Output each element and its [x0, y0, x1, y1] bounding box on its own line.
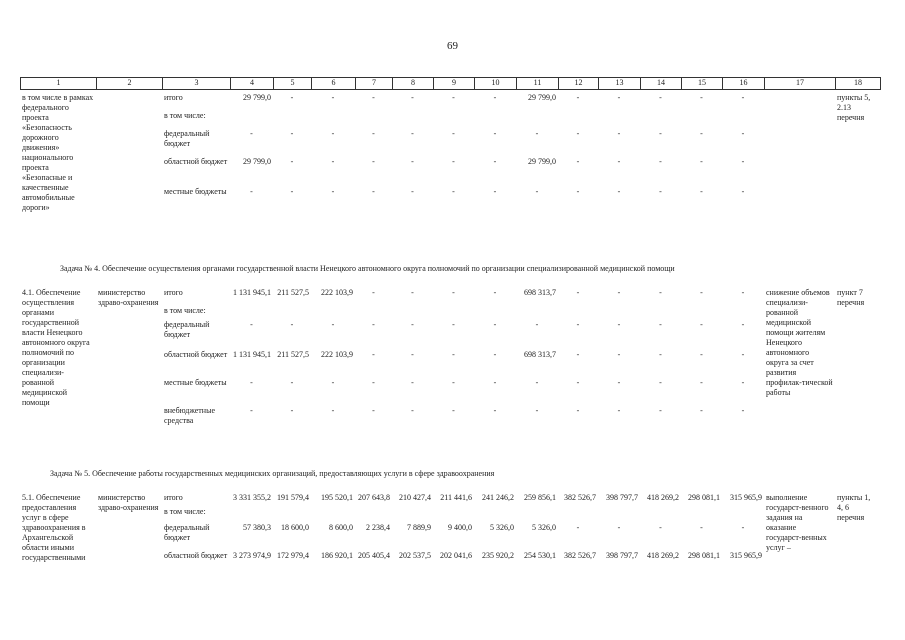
value-cell: 211 527,5	[277, 288, 309, 297]
value-cell: -	[741, 93, 745, 102]
value-cell	[640, 306, 681, 320]
value-cell: -	[617, 187, 621, 196]
value-cell	[516, 111, 558, 129]
value-cell: 57 380,3	[243, 523, 271, 532]
value-cell: 222 103,9	[321, 350, 353, 359]
value-cell	[230, 111, 273, 129]
value-cell	[433, 306, 474, 320]
value-cell: -	[741, 187, 745, 196]
value-cell: 235 920,2	[482, 551, 514, 560]
value-cell: 7 889,9	[407, 523, 431, 532]
funding-source-label: областной бюджет	[164, 350, 228, 359]
value-cell: -	[700, 288, 703, 297]
column-header-17: 17	[765, 78, 836, 90]
list-reference: пункты 1, 4, 6 перечня	[837, 493, 871, 522]
value-cell	[681, 111, 722, 129]
table-row	[20, 493, 880, 507]
value-cell: -	[741, 350, 745, 359]
value-cell: -	[493, 187, 497, 196]
value-cell: -	[576, 187, 580, 196]
value-cell	[273, 111, 311, 129]
value-cell	[392, 306, 433, 320]
column-header-12: 12	[559, 78, 599, 90]
value-cell	[474, 111, 516, 129]
value-cell: -	[452, 350, 455, 359]
funding-source-label: федеральный бюджет	[164, 129, 210, 148]
value-cell: -	[576, 523, 580, 532]
value-cell: -	[452, 406, 455, 415]
value-cell: -	[700, 157, 703, 166]
value-cell: -	[617, 157, 621, 166]
value-cell	[640, 111, 681, 129]
section-task-5-medical-organizations	[20, 493, 880, 581]
value-cell: -	[617, 406, 621, 415]
value-cell: -	[411, 320, 414, 329]
value-cell: -	[576, 129, 580, 138]
value-cell: 186 920,1	[321, 551, 353, 560]
value-cell: -	[659, 320, 662, 329]
value-cell: -	[617, 350, 621, 359]
value-cell: -	[452, 320, 455, 329]
value-cell: -	[493, 93, 497, 102]
value-cell: -	[372, 378, 375, 387]
column-header-8: 8	[393, 78, 434, 90]
value-cell	[392, 111, 433, 129]
value-cell: -	[290, 93, 294, 102]
value-cell	[355, 306, 392, 320]
value-cell	[474, 507, 516, 523]
value-cell: -	[659, 187, 662, 196]
value-cell	[273, 507, 311, 523]
value-cell: -	[372, 93, 375, 102]
value-cell: 398 797,7	[606, 493, 638, 502]
value-cell: -	[452, 157, 455, 166]
value-cell	[230, 507, 273, 523]
value-cell: -	[290, 157, 294, 166]
value-cell: 172 979,4	[277, 551, 309, 560]
value-cell	[598, 306, 640, 320]
value-cell: -	[659, 93, 662, 102]
value-cell: -	[250, 129, 253, 138]
value-cell: -	[372, 187, 375, 196]
value-cell: -	[659, 157, 662, 166]
value-cell: 418 269,2	[647, 551, 679, 560]
column-header-1: 1	[21, 78, 97, 90]
value-cell: -	[250, 378, 253, 387]
value-cell: 5 326,0	[532, 523, 556, 532]
value-cell	[722, 507, 764, 523]
funding-source-label: в том числе:	[164, 306, 206, 315]
value-cell	[273, 306, 311, 320]
value-cell: -	[617, 129, 621, 138]
value-cell: -	[452, 378, 455, 387]
value-cell: 191 579,4	[277, 493, 309, 502]
value-cell: -	[576, 288, 580, 297]
value-cell: -	[331, 406, 335, 415]
funding-source-label: внебюджетные средства	[164, 406, 215, 425]
value-cell: -	[372, 157, 375, 166]
value-cell	[681, 306, 722, 320]
funding-source-label: местные бюджеты	[164, 378, 227, 387]
funding-source-label: в том числе:	[164, 507, 206, 516]
value-cell: -	[250, 406, 253, 415]
value-cell: -	[700, 320, 703, 329]
value-cell: -	[576, 320, 580, 329]
column-header-18: 18	[836, 78, 881, 90]
table-row	[20, 288, 880, 306]
value-cell: -	[452, 93, 455, 102]
value-cell: -	[290, 406, 294, 415]
column-header-9: 9	[434, 78, 475, 90]
funding-source-label: итого	[164, 493, 183, 502]
value-cell: -	[659, 288, 662, 297]
value-cell: -	[331, 129, 335, 138]
value-cell	[355, 507, 392, 523]
value-cell: 29 799,0	[243, 157, 271, 166]
value-cell: -	[372, 129, 375, 138]
value-cell: 202 041,6	[440, 551, 472, 560]
value-cell: -	[617, 320, 621, 329]
value-cell: 698 313,7	[524, 350, 556, 359]
table-row	[20, 93, 880, 111]
value-cell: 5 326,0	[490, 523, 514, 532]
value-cell: -	[250, 187, 253, 196]
item-description: 4.1. Обеспечение осуществления органами государственной власти Ненецкого автономного округа полномочий по организации специализи-рованной медицинской помощи	[22, 288, 90, 407]
funding-source-label: в том числе:	[164, 111, 206, 120]
value-cell: -	[659, 129, 662, 138]
value-cell: -	[535, 406, 539, 415]
value-cell: -	[700, 93, 703, 102]
value-cell: -	[331, 378, 335, 387]
value-cell: 1 131 945,1	[233, 350, 271, 359]
value-cell: -	[452, 187, 455, 196]
value-cell: 315 965,9	[730, 551, 762, 560]
value-cell: -	[411, 406, 414, 415]
value-cell: -	[535, 187, 539, 196]
column-header-10: 10	[475, 78, 517, 90]
value-cell: -	[331, 93, 335, 102]
value-cell	[433, 507, 474, 523]
value-cell: 29 799,0	[243, 93, 271, 102]
value-cell	[311, 306, 355, 320]
value-cell: -	[741, 320, 745, 329]
value-cell	[392, 507, 433, 523]
value-cell: -	[411, 288, 414, 297]
value-cell: -	[331, 187, 335, 196]
item-description: 5.1. Обеспечение предоставления услуг в сфере здравоохранения в Архангельской области иными государственными	[22, 493, 86, 562]
value-cell: -	[617, 288, 621, 297]
value-cell: 3 331 355,2	[233, 493, 271, 502]
value-cell: -	[411, 157, 414, 166]
page-number: 69	[447, 40, 458, 52]
value-cell: -	[617, 378, 621, 387]
value-cell: 205 405,4	[358, 551, 390, 560]
funding-source-label: итого	[164, 93, 183, 102]
value-cell	[516, 306, 558, 320]
value-cell: 298 081,1	[688, 551, 720, 560]
column-header-row	[20, 77, 881, 90]
value-cell: -	[493, 320, 497, 329]
value-cell	[640, 507, 681, 523]
value-cell: -	[576, 406, 580, 415]
value-cell: -	[700, 406, 703, 415]
value-cell: -	[372, 350, 375, 359]
value-cell: -	[411, 350, 414, 359]
value-cell: -	[452, 129, 455, 138]
value-cell: -	[700, 129, 703, 138]
task-5-heading: Задача № 5. Обеспечение работы государственных медицинских организаций, предоставляющих услуги в сфере здравоохранения	[50, 469, 495, 478]
funding-source-label: областной бюджет	[164, 157, 228, 166]
column-header-16: 16	[723, 78, 765, 90]
column-header-4: 4	[231, 78, 274, 90]
value-cell: 195 520,1	[321, 493, 353, 502]
value-cell	[558, 111, 598, 129]
value-cell	[433, 111, 474, 129]
funding-source-label: областной бюджет	[164, 551, 228, 560]
value-cell: -	[741, 378, 745, 387]
value-cell: -	[250, 320, 253, 329]
value-cell: -	[659, 406, 662, 415]
value-cell: 29 799,0	[528, 93, 556, 102]
section-road-safety-project	[20, 93, 880, 237]
value-cell: -	[700, 378, 703, 387]
funding-source-label: федеральный бюджет	[164, 320, 210, 339]
value-cell	[598, 111, 640, 129]
value-cell: -	[741, 129, 745, 138]
list-reference: пункты 5, 2.13 перечня	[837, 93, 871, 122]
value-cell: 259 856,1	[524, 493, 556, 502]
value-cell: 398 797,7	[606, 551, 638, 560]
value-cell: -	[700, 523, 703, 532]
value-cell: 1 131 945,1	[233, 288, 271, 297]
value-cell: -	[290, 378, 294, 387]
value-cell: -	[741, 157, 745, 166]
value-cell: -	[372, 288, 375, 297]
value-cell: 241 246,2	[482, 493, 514, 502]
funding-source-label: федеральный бюджет	[164, 523, 210, 542]
value-cell: -	[576, 350, 580, 359]
value-cell: -	[372, 406, 375, 415]
column-header-13: 13	[599, 78, 641, 90]
column-header-7: 7	[356, 78, 393, 90]
value-cell: -	[617, 93, 621, 102]
section-task-4-specialized-care	[20, 288, 880, 442]
value-cell: -	[741, 406, 745, 415]
value-cell: 2 238,4	[366, 523, 390, 532]
value-cell: -	[493, 129, 497, 138]
column-header-3: 3	[163, 78, 231, 90]
value-cell	[311, 507, 355, 523]
column-header-2: 2	[97, 78, 163, 90]
value-cell	[355, 111, 392, 129]
value-cell	[558, 507, 598, 523]
value-cell: -	[659, 378, 662, 387]
value-cell: 9 400,0	[448, 523, 472, 532]
value-cell	[516, 507, 558, 523]
value-cell: -	[535, 129, 539, 138]
value-cell: -	[290, 320, 294, 329]
value-cell: 210 427,4	[399, 493, 431, 502]
task-4-heading: Задача № 4. Обеспечение осуществления органами государственной власти Ненецкого автономного округа полномочий по организации специализированной медицинской помощи	[60, 264, 675, 273]
column-header-5: 5	[274, 78, 312, 90]
value-cell: -	[493, 406, 497, 415]
value-cell: -	[659, 350, 662, 359]
item-description: в том числе в рамках федерального проекта «Безопасность дорожного движения» национального проекта «Безопасные и качественные автомобильные дороги»	[22, 93, 94, 212]
value-cell: -	[411, 93, 414, 102]
value-cell	[230, 306, 273, 320]
value-cell	[474, 306, 516, 320]
value-cell: 254 530,1	[524, 551, 556, 560]
value-cell: -	[331, 157, 335, 166]
value-cell: -	[493, 288, 497, 297]
value-cell	[598, 507, 640, 523]
value-cell: 202 537,5	[399, 551, 431, 560]
value-cell: 298 081,1	[688, 493, 720, 502]
value-cell: -	[411, 187, 414, 196]
value-cell: -	[576, 157, 580, 166]
value-cell: 207 643,8	[358, 493, 390, 502]
value-cell: 698 313,7	[524, 288, 556, 297]
value-cell: -	[411, 129, 414, 138]
value-cell: -	[493, 350, 497, 359]
value-cell	[681, 507, 722, 523]
value-cell: 29 799,0	[528, 157, 556, 166]
value-cell: 382 526,7	[564, 551, 596, 560]
funding-source-label: местные бюджеты	[164, 187, 227, 196]
value-cell: -	[576, 93, 580, 102]
value-cell: -	[331, 320, 335, 329]
value-cell: -	[741, 288, 745, 297]
value-cell: 8 600,0	[329, 523, 353, 532]
responsible-executor: министерство здраво-охранения	[98, 288, 159, 307]
column-header-15: 15	[682, 78, 723, 90]
value-cell	[558, 306, 598, 320]
value-cell: 315 965,9	[730, 493, 762, 502]
list-reference: пункт 7 перечня	[837, 288, 865, 307]
value-cell: 418 269,2	[647, 493, 679, 502]
column-header-11: 11	[517, 78, 559, 90]
value-cell: 222 103,9	[321, 288, 353, 297]
value-cell: -	[659, 523, 662, 532]
value-cell: -	[535, 320, 539, 329]
value-cell: -	[741, 523, 745, 532]
value-cell: 382 526,7	[564, 493, 596, 502]
value-cell	[311, 111, 355, 129]
value-cell: -	[576, 378, 580, 387]
expected-result	[764, 93, 835, 237]
value-cell	[722, 111, 764, 129]
value-cell: -	[411, 378, 414, 387]
value-cell: -	[372, 320, 375, 329]
value-cell: 211 441,6	[440, 493, 472, 502]
responsible-executor: министерство здраво-охранения	[98, 493, 159, 512]
column-header-14: 14	[641, 78, 682, 90]
value-cell: 211 527,5	[277, 350, 309, 359]
value-cell: -	[290, 187, 294, 196]
value-cell: -	[290, 129, 294, 138]
value-cell: -	[617, 523, 621, 532]
value-cell: -	[700, 350, 703, 359]
column-header-6: 6	[312, 78, 356, 90]
value-cell: -	[493, 157, 497, 166]
value-cell	[722, 306, 764, 320]
value-cell: -	[700, 187, 703, 196]
value-cell: 18 600,0	[281, 523, 309, 532]
funding-source-label: итого	[164, 288, 183, 297]
value-cell: -	[452, 288, 455, 297]
value-cell: -	[535, 378, 539, 387]
responsible-executor	[96, 93, 162, 237]
expected-result: выполнение государст-венного задания на оказание государст-венных услуг –	[766, 493, 829, 552]
expected-result: снижение объемов специализи-рованной медицинской помощи жителям Ненецкого автономного округа за счет развития профилак-тической работы	[766, 288, 833, 397]
value-cell: 3 273 974,9	[233, 551, 271, 560]
value-cell: -	[493, 378, 497, 387]
